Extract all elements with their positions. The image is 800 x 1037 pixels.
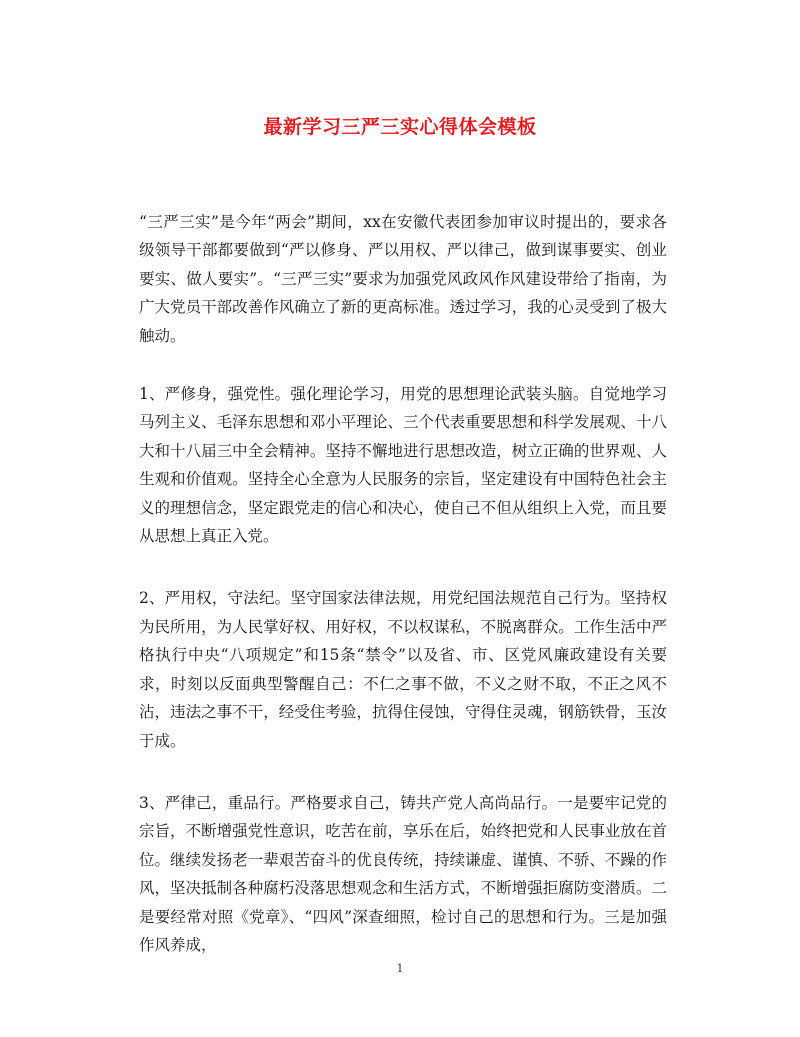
paragraph-section-1: 1、严修身，强党性。强化理论学习，用党的思想理论武装头脑。自觉地学习马列主义、毛泽东思想和邓小平理论、三个代表重要思想和科学发展观、十八大和十八届三中全会精神。坚持不懈地进行思想改造，树立正确的世界观、人生观和价值观。坚持全心全意为人民服务的宗旨，坚定建设有中国特色社会主义的理想信念，坚定跟党走的信心和决心，使自己不但从组织上入党，而且要从思想上真正入党。 — [139, 385, 667, 546]
document-title: 最新学习三严三实心得体会模板 — [263, 116, 537, 138]
paragraph-intro: “三严三实”是今年“两会”期间，xx在安徽代表团参加审议时提出的，要求各级领导干部都要做到“严以修身、严以用权、严以律己，做到谋事要实、创业要实、做人要实”。“三严三实”要求为加强党风政风作风建设带给了指南，为广大党员干部改善作风确立了新的更高标准。透过学习，我的心灵受到了极大触动。 — [139, 213, 667, 345]
page-number: 1 — [396, 962, 404, 975]
document-body — [139, 208, 667, 993]
paragraph-section-2: 2、严用权，守法纪。坚守国家法律法规，用党纪国法规范自己行为。坚持权为民所用，为人民掌好权、用好权，不以权谋私，不脱离群众。工作生活中严格执行中央“八项规定”和15条“禁令”以及省、市、区党风廉政建设有关要求，时刻以反面典型警醒自己：不仁之事不做，不义之财不取，不正之风不沾，违法之事不干，经受住考验，抗得住侵蚀，守得住灵魂，钢筋铁骨，玉汝于成。 — [139, 589, 667, 750]
paragraph-section-3: 3、严律己，重品行。严格要求自己，铸共产党人高尚品行。一是要牢记党的宗旨，不断增强党性意识，吃苦在前，享乐在后，始终把党和人民事业放在首位。继续发扬老一辈艰苦奋斗的优良传统，持续谦虚、谨慎、不骄、不躁的作风，坚决抵制各种腐朽没落思想观念和生活方式，不断增强拒腐防变潜质。二是要经常对照《党章》、“四风”深查细照，检讨自己的思想和行为。三是加强作风养成， — [139, 793, 667, 954]
